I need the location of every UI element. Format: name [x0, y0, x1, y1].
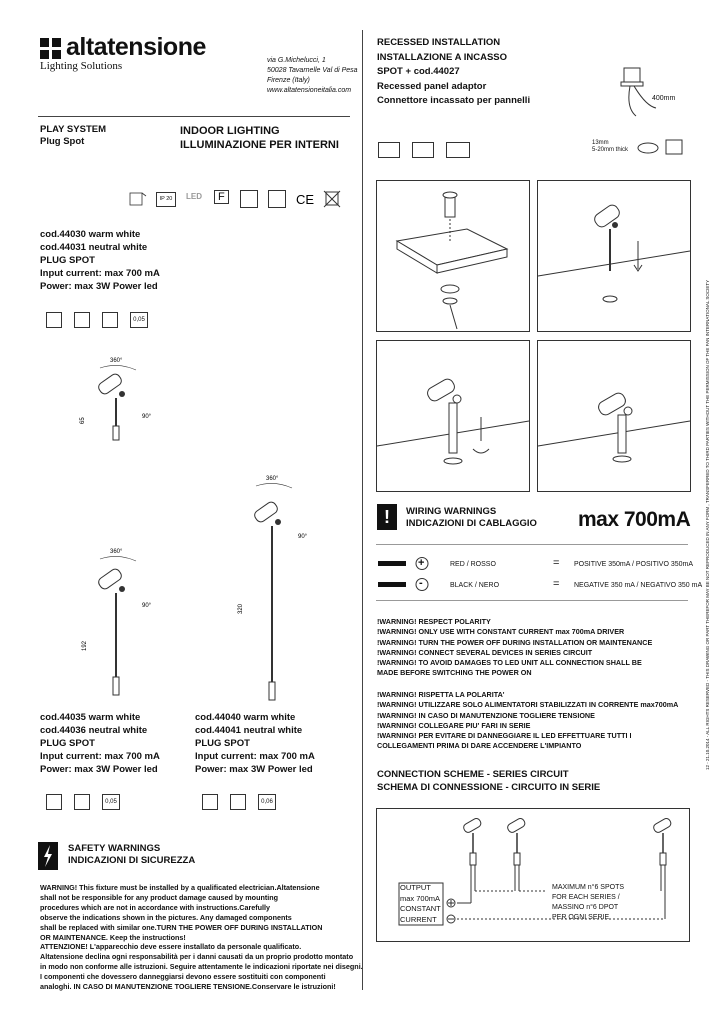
model-2-drawing — [80, 545, 160, 715]
minus-sign: - — [419, 577, 423, 589]
recessed-title: RECESSED INSTALLATION INSTALLAZIONE A INCASSO SPOT + cod.44027 Recessed panel adaptor Connettore incassato per pannelli — [377, 37, 531, 106]
cable-length: 400mm — [652, 95, 676, 102]
product-line: PLAY SYSTEM Plug Spot — [40, 124, 106, 147]
equals-sign-positive: = — [553, 557, 560, 569]
install-step-1 — [376, 180, 530, 332]
svg-text:CE: CE — [296, 192, 315, 207]
copyright-notice: 12 - 21.10.2014 - ALL RIGHTS RESERVED - THIS DRAWING OR PART THEREFOR MAY BE NOT REPRODUCED IN ANY FORM , TRANSFERRED TO THIRD PARTIES WITHOUT THE PERMISSION OF THE FAN INTERNATIONAL SOCIETY — [705, 279, 710, 770]
svg-text:360°: 360° — [266, 476, 279, 482]
model-2-specs: cod.44035 warm white cod.44036 neutral white PLUG SPOT Input current: max 700 mA Power: max 3W Power led — [40, 712, 160, 775]
safety-text: WARNING! This fixture must be installed by a qualificated electrician.Altatensione shall not be responsible for any product damage caused by mounting procedures which are not in accordance with instructions.Carefully observe the indications shown in the pictures. Any damaged components shall be replaced with similar one.TURN THE POWER OFF DURING INSTALLATION OR MAINTENANCE. Keep the instructions! ATTENZIONE! L'apparecchio deve essere installato da personale qualificato. Altatensione declina ogni responsabilità per i danni causati da un proprio prodotto montato in modo non conforme alle istruzioni. Seguire attentamente le indicazioni riportate nei disegni. I componenti che dovessero danneggiarsi devono essere sostituiti con componenti analoghi. IN CASO DI MANUTENZIONE TOGLIERE TENSIONE.Conservare le istruzioni! — [40, 883, 363, 992]
wiring-title: WIRING WARNINGS INDICAZIONI DI CABLAGGIO — [406, 506, 537, 529]
black-wire-label: BLACK / NERO — [450, 582, 500, 589]
brand-name: altatensione — [66, 33, 206, 61]
brand-tagline: Lighting Solutions — [40, 60, 123, 72]
wiring-bottom-rule — [376, 600, 688, 601]
brand-logo-icon — [40, 38, 62, 60]
model-3-specs: cod.44040 warm white cod.44041 neutral white PLUG SPOT Input current: max 700 mA Power: max 3W Power led — [195, 712, 315, 775]
class-icon — [240, 190, 258, 208]
negative-label: NEGATIVE 350 mA / NEGATIVO 350 mA — [574, 582, 703, 589]
model-1-specs: cod.44030 warm white cod.44031 neutral white PLUG SPOT Input current: max 700 mA Power: max 3W Power led — [40, 229, 160, 292]
max-spots-label: MAXIMUM n°6 SPOTS FOR EACH SERIES / MASSINO n°6 DPOT PER OGNI SERIE — [552, 884, 625, 921]
driver-output-label: OUTPUT max 700mA CONSTANT CURRENT — [400, 883, 441, 924]
ip-rating: IP 20 — [156, 192, 176, 207]
wiring-top-rule — [376, 544, 688, 545]
plus-sign: + — [418, 557, 425, 569]
model-3-drawing — [236, 472, 316, 712]
driver-icon — [268, 190, 286, 208]
led-mark: LED — [186, 192, 202, 201]
svg-text:360°: 360° — [110, 549, 123, 555]
f-mark: F — [214, 190, 229, 204]
equals-sign-negative: = — [553, 578, 560, 590]
ce-weee-icon — [296, 190, 356, 208]
svg-text:90°: 90° — [142, 603, 152, 609]
svg-text:90°: 90° — [298, 534, 308, 540]
install-step-3 — [376, 340, 530, 492]
certification-icons — [128, 190, 346, 208]
lightning-icon — [38, 842, 58, 870]
red-wire-label: RED / ROSSO — [450, 561, 496, 568]
wiring-warnings-en: !WARNING! RESPECT POLARITY !WARNING! ONLY USE WITH CONSTANT CURRENT max 700mA DRIVER !WARNING! TURN THE POWER OFF DURING INSTALLATION OR MAINTENANCE !WARNING! CONNECT SEVERAL DEVICES IN SERIES CIRCUIT !WARNING! TO AVOID DAMAGES TO LED UNIT ALL CONNECTION SHALL BE MADE BEFORE SWITCHING THE POWER ON — [377, 617, 653, 678]
model-1-drawing — [80, 354, 160, 454]
connection-title: CONNECTION SCHEME - SERIES CIRCUIT SCHEMA DI CONNESSIONE - CIRCUITO IN SERIE — [377, 769, 601, 793]
wire-drawing — [378, 556, 438, 596]
svg-text:192: 192 — [82, 640, 88, 651]
svg-text:65: 65 — [80, 417, 86, 424]
install-step-4 — [537, 340, 691, 492]
column-divider — [362, 30, 363, 990]
svg-text:360°: 360° — [110, 358, 123, 364]
company-address: via G.Michelucci, 1 50028 Tavarnelle Val di Pesa Firenze (Italy) www.altatensioneitalia.com — [267, 57, 358, 94]
wiring-warnings-it: !WARNING! RISPETTA LA POLARITA' !WARNING! UTILIZZARE SOLO ALIMENTATORI STABILIZZATI IN CORRENTE max700mA !WARNING! IN CASO DI MANUTENZIONE TOGLIERE TENSIONE !WARNING! COLLEGARE PIU' FARI IN SERIE !WARNING! PER EVITARE DI DANNEGGIARE IL LED EFFETTUARE TUTTI I COLLEGAMENTI PRIMA DI DARE ACCENDERE L'IMPIANTO — [377, 690, 679, 751]
svg-text:90°: 90° — [142, 414, 152, 420]
max-current-label: max 700mA — [578, 508, 691, 531]
header-divider — [38, 116, 350, 117]
exclamation-icon: ! — [377, 504, 397, 530]
panel-adaptor-drawing — [616, 38, 686, 118]
thickness-info: 13mm 5-20mm thick — [592, 140, 629, 153]
positive-label: POSITIVE 350mA / POSITIVO 350mA — [574, 561, 694, 568]
svg-text:320: 320 — [238, 603, 244, 614]
thickness-icons — [636, 138, 696, 158]
page-title: INDOOR LIGHTING ILLUMINAZIONE PER INTERNI — [180, 125, 339, 151]
safety-title: SAFETY WARNINGS INDICAZIONI DI SICUREZZA — [68, 843, 196, 866]
install-step-2 — [537, 180, 691, 332]
